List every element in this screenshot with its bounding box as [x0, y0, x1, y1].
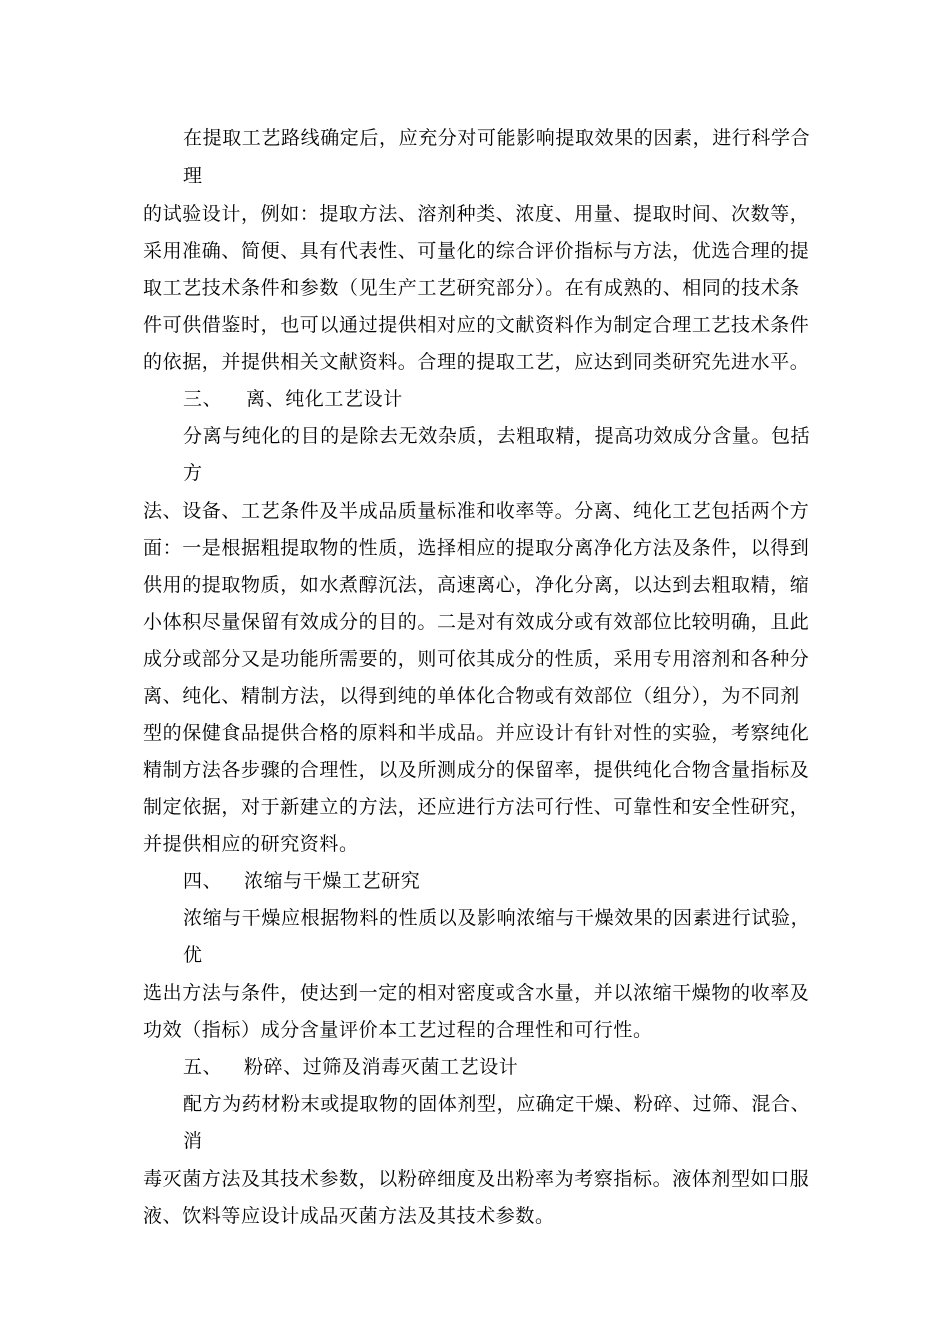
paragraph-line: 法、设备、工艺条件及半成品质量标准和收率等。分离、纯化工艺包括两个方 [143, 500, 810, 522]
section-title: 粉碎、过筛及消毒灭菌工艺设计 [244, 1056, 519, 1078]
paragraph-line: 在提取工艺路线确定后，应充分对可能影响提取效果的因素，进行科学合 [183, 127, 811, 149]
paragraph-line: 的试验设计，例如：提取方法、溶剂种类、浓度、用量、提取时间、次数等， [143, 203, 810, 225]
paragraph-line: 选出方法与条件，使达到一定的相对密度或含水量，并以浓缩干燥物的收率及 [143, 982, 810, 1004]
paragraph-line: 精制方法各步骤的合理性，以及所测成分的保留率，提供纯化合物含量指标及 [143, 759, 810, 781]
section-title: 浓缩与干燥工艺研究 [244, 870, 421, 892]
paragraph-line: 成分或部分又是功能所需要的，则可依其成分的性质，采用专用溶剂和各种分 [143, 648, 810, 670]
section-number: 四、 [183, 870, 223, 892]
paragraph-line: 供用的提取物质，如水煮醇沉法，高速离心，净化分离，以达到去粗取精，缩 [143, 574, 810, 596]
section-number: 三、 [183, 388, 223, 410]
paragraph-line: 的依据，并提供相关文献资料。合理的提取工艺，应达到同类研究先进水平。 [143, 351, 810, 373]
paragraph-line: 液、饮料等应设计成品灭菌方法及其技术参数。 [143, 1205, 555, 1227]
paragraph-line: 毒灭菌方法及其技术参数，以粉碎细度及出粉率为考察指标。液体剂型如口服 [143, 1168, 810, 1190]
paragraph-line: 方 [183, 462, 203, 484]
paragraph-line: 面：一是根据粗提取物的性质，选择相应的提取分离净化方法及条件，以得到 [143, 537, 810, 559]
paragraph-line: 件可供借鉴时，也可以通过提供相对应的文献资料作为制定合理工艺技术条件 [143, 314, 810, 336]
paragraph-line: 制定依据，对于新建立的方法，还应进行方法可行性、可靠性和安全性研究， [143, 796, 810, 818]
paragraph-line: 优 [183, 944, 203, 966]
paragraph-line: 离、纯化、精制方法，以得到纯的单体化合物或有效部位（组分），为不同剂 [143, 685, 800, 707]
paragraph-line: 采用准确、简便、具有代表性、可量化的综合评价指标与方法，优选合理的提 [143, 240, 810, 262]
paragraph-line: 理 [183, 165, 203, 187]
paragraph-line: 配方为药材粉末或提取物的固体剂型，应确定干燥、粉碎、过筛、混合、 [183, 1093, 811, 1115]
paragraph-line: 功效（指标）成分含量评价本工艺过程的合理性和可行性。 [143, 1019, 653, 1041]
paragraph-line: 消 [183, 1130, 203, 1152]
paragraph-line: 取工艺技术条件和参数（见生产工艺研究部分）。在有成熟的、相同的技术条 [143, 277, 800, 299]
paragraph-line: 分离与纯化的目的是除去无效杂质，去粗取精，提高功效成分含量。包括 [183, 425, 811, 447]
paragraph-line: 浓缩与干燥应根据物料的性质以及影响浓缩与干燥效果的因素进行试验， [183, 907, 811, 929]
paragraph-line: 并提供相应的研究资料。 [143, 833, 359, 855]
paragraph-line: 型的保健食品提供合格的原料和半成品。并应设计有针对性的实验，考察纯化 [143, 722, 810, 744]
section-title: 离、纯化工艺设计 [246, 388, 403, 410]
section-number: 五、 [183, 1056, 223, 1078]
paragraph-line: 小体积尽量保留有效成分的目的。二是对有效成分或有效部位比较明确，且此 [143, 611, 810, 633]
